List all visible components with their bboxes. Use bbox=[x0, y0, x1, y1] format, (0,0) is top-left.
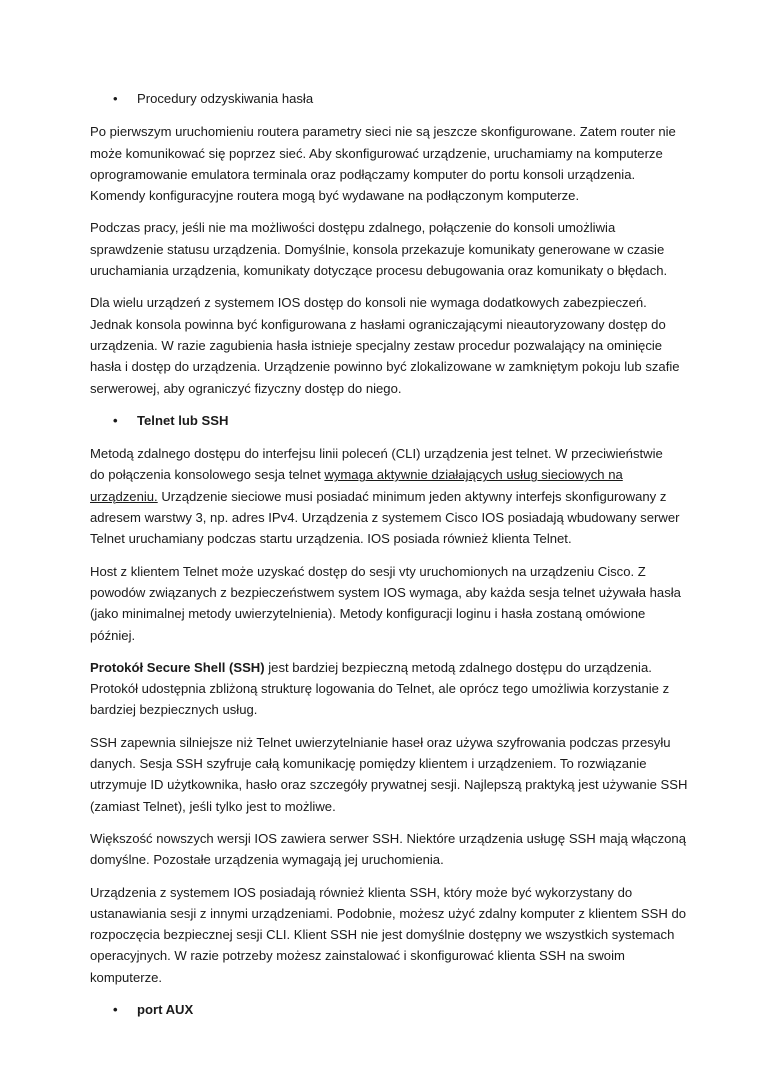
paragraph-ssh-server: Większość nowszych wersji IOS zawiera serwer SSH. Niektóre urządzenia usługę SSH mają włączoną domyślne. Pozostałe urządzenia wymagają jej uruchomienia. bbox=[90, 830, 686, 868]
bullet-dot: • bbox=[113, 91, 118, 106]
bullet-text: Procedury odzyskiwania hasła bbox=[137, 91, 314, 106]
underlined-text: urządzeniu. bbox=[90, 488, 158, 504]
paragraph-router-first-start: Po pierwszym uruchomieniu routera parametry sieci nie są jeszcze skonfigurowane. Zatem router nie może komunikować się poprzez sieć. Aby skonfigurować urządzenie, uruchamiamy na komputerze oprogramowanie emulatora terminala oraz podłączamy komputer do portu konsoli urządzenia. Komendy konfiguracyjne routera mogą być wydawane na podłączonym komputerze. bbox=[90, 124, 676, 204]
bullet-password-recovery bbox=[90, 88, 680, 109]
bold-term: Protokół Secure Shell (SSH) bbox=[90, 659, 265, 675]
paragraph-console-status: Podczas pracy, jeśli nie ma możliwości dostępu zdalnego, połączenie do konsoli umożliwia sprawdzenie statusu urządzenia. Domyślnie, konsola przekazuje komunikaty generowane w czasie uruchamiania urządzenia, komunikaty dotyczące procesu debugowania oraz komunikaty o błędach. bbox=[90, 220, 668, 279]
paragraph-console-security: Dla wielu urządzeń z systemem IOS dostęp do konsoli nie wymaga dodatkowych zabezpieczeń. Jednak konsola powinna być konfigurowana z hasłami ograniczającymi nieautoryzowany dostęp do urządzenia. W razie zagubienia hasła istnieje specjalny zestaw procedur pozwalający na ominięcie hasła i dostęp do urządzenia. Urządzenie powinno być zlokalizowane w zamkniętym pokoju lub szafie serwerowej, aby ograniczyć fizyczny dostęp do niego. bbox=[90, 295, 680, 396]
document-page bbox=[90, 88, 688, 1032]
paragraph-ssh-auth: SSH zapewnia silniejsze niż Telnet uwierzytelnianie haseł oraz używa szyfrowania podczas przesyłu danych. Sesja SSH szyfruje całą komunikację pomiędzy klientem i urządzeniem. To rozwiązanie utrzymuje ID użytkownika, hasło oraz szczegóły prywatnej sesji. Najlepszą praktyką jest używanie SSH (zamiast Telnet), jeśli tylko jest to możliwe. bbox=[90, 734, 688, 814]
bullet-aux-port bbox=[90, 999, 680, 1020]
bullet-text: port AUX bbox=[137, 1001, 194, 1017]
paragraph-telnet-intro: Metodą zdalnego dostępu do interfejsu linii poleceń (CLI) urządzenia jest telnet. W przeciwieństwie do połączenia konsolowego sesja telnet wymaga aktywnie działających usług sieciowych na urządzeniu. Urządzenie sieciowe musi posiadać minimum jeden aktywny interfejs skonfigurowany z adresem warstwy 3, np. adres IPv4. Urządzenia z systemem Cisco IOS posiadają wbudowany serwer Telnet uruchamiany podczas startu urządzenia. IOS posiada również klienta Telnet. bbox=[90, 446, 680, 547]
bullet-dot: • bbox=[113, 412, 118, 428]
paragraph-ssh-intro: Protokół Secure Shell (SSH) jest bardziej bezpieczną metodą zdalnego dostępu do urządzenia. Protokół udostępnia zbliżoną strukturę logowania do Telnet, ale oprócz tego umożliwia korzystanie z bardziej bezpiecznych usług. bbox=[90, 659, 670, 718]
paragraph-ssh-client: Urządzenia z systemem IOS posiadają również klienta SSH, który może być wykorzystany do ustanawiania sesji z innymi urządzeniami. Podobnie, możesz użyć zdalny komputer z klientem SSH do rozpoczęcia bezpiecznej sesji CLI. Klient SSH nie jest domyślnie dostępny we wszystkich systemach operacyjnych. W razie potrzeby możesz zainstalować i skonfigurować klienta SSH na swoim komputerze. bbox=[90, 884, 687, 985]
bullet-dot: • bbox=[113, 1001, 118, 1017]
bullet-text: Telnet lub SSH bbox=[137, 412, 229, 428]
paragraph-telnet-vty: Host z klientem Telnet może uzyskać dostęp do sesji vty uruchomionych na urządzeniu Cisco. Z powodów związanych z bezpieczeństwem system IOS wymaga, aby każda sesja telnet używała hasła (jako minimalnej metody uwierzytelnienia). Metody konfiguracji loginu i hasła zostaną omówione później. bbox=[90, 563, 681, 643]
bullet-telnet-ssh bbox=[90, 410, 680, 431]
underlined-text: wymaga aktywnie działających usług sieciowych na bbox=[324, 467, 623, 483]
